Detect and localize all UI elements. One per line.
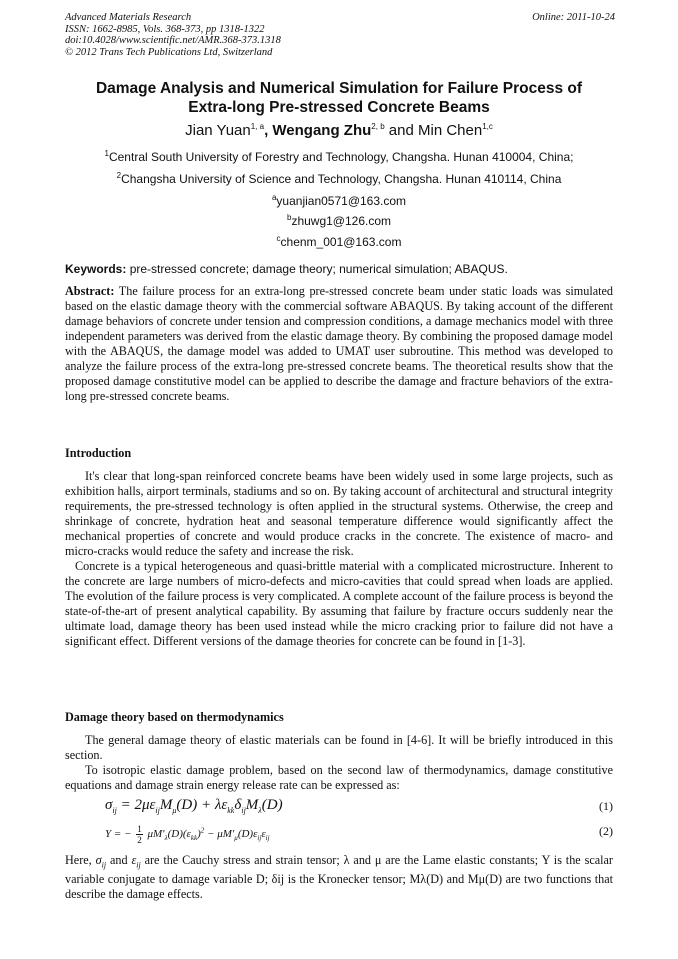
journal-header <box>65 12 615 58</box>
equation-1-expression: $\sigma_{ij} = 2\mu\varepsilon_{ij}M_\mu(D) + \lambda\varepsilon_{kk}\delta_{ij}M_\lambda(D)$ <box>105 797 283 815</box>
introduction-paragraph-2: Concrete is a typical heterogeneous and quasi-brittle material with a complicated microstructure. Inherent to the concrete are large numbers of micro-defects and micro-cavities that could spread when loads are applied. The evolution of the failure process is very complicated. A complete account of the failure process is beyond the state-of-the-art of present analytical capability. By assuming that failure by fracture occurs suddenly near the ultimate load, damage theory has been used instead while the micro cracking prior to failure did not have a significant effect. Different versions of the damage theories for concrete can be found in [1-3]. <box>65 559 613 648</box>
equation-1-number: (1) <box>599 799 613 813</box>
title-line-2: Extra-long Pre-stressed Concrete Beams <box>188 99 490 116</box>
introduction-paragraph-1: It's clear that long-span reinforced concrete beams have been widely used in some large projects, such as exhibition halls, airport terminals, stadiums and so on. By taking account of architectural and structural integrity requirements, the pre-stressed technology is often applied in the structural systems. Otherwise, the creep and shrinkage of concrete, hydration heat and seasonal temperature difference would significantly affect the mechanical properties of concrete and would produce cracks in the concrete. The existence of macro- and micro-cracks would reduce the safety and increase the risk. <box>65 469 613 558</box>
section-heading-damage-theory: Damage theory based on thermodynamics <box>65 710 284 724</box>
email-text: zhuwg1@126.com <box>291 214 392 228</box>
keywords-label: Keywords: <box>65 262 127 276</box>
introduction-body <box>65 469 613 649</box>
email-sup: b <box>286 213 292 222</box>
author-separator: and Min Chen <box>384 122 483 139</box>
online-date: Online: 2011-10-24 <box>532 12 615 23</box>
equation-1 <box>65 797 613 817</box>
copyright-line: © 2012 Trans Tech Publications Ltd, Switzerland <box>65 46 273 58</box>
author-sup: 2, b <box>371 122 385 131</box>
email-a <box>40 194 638 208</box>
section-heading-introduction: Introduction <box>65 446 132 460</box>
damage-theory-body <box>65 733 613 793</box>
journal-name: Advanced Materials Research <box>65 12 192 23</box>
issn-line: ISSN: 1662-8985, Vols. 368-373, pp 1318-1322 <box>65 23 265 35</box>
author-sup: 1, a <box>250 122 265 131</box>
email-text: chenm_001@163.com <box>280 235 402 249</box>
equation-2 <box>65 822 613 850</box>
title-line-1: Damage Analysis and Numerical Simulation for Failure Process of <box>95 80 583 97</box>
damage-theory-paragraph-3-text: are the Cauchy stress and strain tensor; λ and μ are the Lame elastic constants; Y is the scalar variable conjugate to damage variable D; δij is the Kronecker tensor; Mλ(D) and Mμ(D) are two functions that describe the damage effects. <box>65 853 613 902</box>
email-b <box>40 214 638 228</box>
author-sup: 1,c <box>482 122 493 131</box>
affiliation-sup: 1 <box>104 149 109 158</box>
abstract-text: The failure process for an extra-long pre-stressed concrete beam under static loads was simulated based on the elastic damage theory with the commercial software ABAQUS. By taking account of the different damage behaviors of concrete under tension and compression conditions, a damage mechanics model with three independent parameters was derived from the elastic damage theory. By combining the proposed damage model with the ABAQUS, the damage model was added to UMAT user subroutine. This method was developed to analyze the failure process of the extra-long pre-stressed concrete beams. The theoretical results show that the proposed damage constitutive model can be applied to describe the damage and fracture behaviors of the extra-long pre-stressed concrete beams. <box>65 284 613 403</box>
affiliation-text: Changsha University of Science and Technology, Changsha. Hunan 410114, China <box>121 172 562 186</box>
doi-line: doi:10.4028/www.scientific.net/AMR.368-373.1318 <box>65 35 281 46</box>
author-separator: , Wengang Zhu <box>264 122 372 139</box>
abstract <box>65 284 613 404</box>
affiliation-text: Central South University of Forestry and Technology, Changsha. Hunan 410004, China; <box>108 150 574 164</box>
affiliation-2 <box>40 172 638 186</box>
equation-2-number: (2) <box>599 824 613 838</box>
email-sup: a <box>271 193 277 202</box>
email-text: yuanjian0571@163.com <box>276 194 407 208</box>
damage-theory-paragraph-2: To isotropic elastic damage problem, based on the second law of thermodynamics, damage constitutive equations and damage strain energy release rate can be expressed as: <box>65 763 613 792</box>
affiliation-sup: 2 <box>116 171 122 180</box>
damage-theory-paragraph-1: The general damage theory of elastic materials can be found in [4-6]. It will be briefly introduced in this section. <box>65 733 613 762</box>
author-list <box>40 121 638 140</box>
author-name: Jian Yuan <box>185 122 251 139</box>
affiliation-1 <box>40 150 638 164</box>
email-c <box>40 235 638 249</box>
email-sup: c <box>276 234 281 243</box>
damage-theory-paragraph-3: Here, $\sigma_{ij}$ and $\varepsilon_{ij}$ are the Cauchy stress and strain tensor; λ and μ are the Lame elastic constants; Y is the scalar variable conjugate to damage variable D; δij is the Kronecker tensor; Mλ(D) and Mμ(D) are two functions that describe the damage effects. <box>65 853 613 902</box>
abstract-label: Abstract: <box>65 284 115 298</box>
keywords <box>65 262 613 276</box>
equation-2-expression: Y = − $\frac{1}{2}$ $\mu M'_\lambda(D)(\varepsilon_{kk})^2 - \mu M'_\mu(D)\varepsilon_{ij}\varepsilon_{ij}$ <box>105 824 270 845</box>
keywords-text: pre-stressed concrete; damage theory; numerical simulation; ABAQUS. <box>126 262 508 276</box>
paper-title <box>40 79 638 117</box>
